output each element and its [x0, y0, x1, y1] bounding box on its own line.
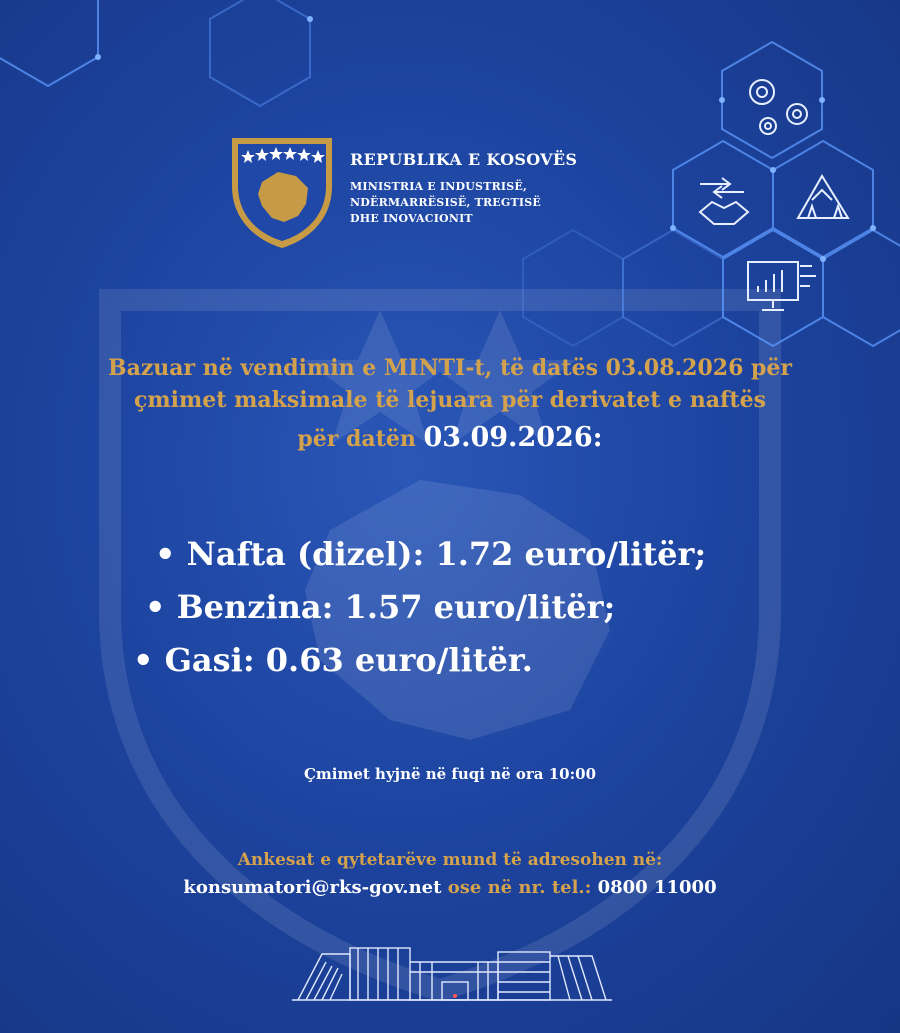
republic-title: REPUBLIKA E KOSOVËS: [350, 150, 578, 169]
complaints-phone[interactable]: 0800 11000: [597, 877, 717, 898]
ministry-line-1: MINISTRIA E INDUSTRISË,: [350, 180, 528, 193]
complaints-contact-line: [0, 874, 900, 902]
date-prefix: për datën: [297, 426, 416, 452]
kosovo-emblem: [228, 134, 336, 252]
price-item-gas: • Gasi: 0.63 euro/litër.: [133, 641, 533, 679]
intro-date-line: [0, 422, 900, 455]
decision-intro: [0, 352, 900, 455]
ministry-line-3: DHE INOVACIONIT: [350, 212, 473, 225]
intro-line-2: çmimet maksimale të lejuara për derivatet e naftës: [134, 387, 766, 413]
date-value: 03.09.2026:: [423, 422, 603, 453]
gears-icon: [750, 80, 807, 134]
complaints-connector: ose në nr. tel.:: [441, 877, 598, 898]
mountain-trees-icon: [798, 176, 848, 218]
intro-line-1: Bazuar në vendimin e MINTI-t, të datës 03.08.2026 për: [107, 355, 793, 381]
ministry-line-2: NDËRMARRËSISË, TREGTISË: [350, 196, 541, 209]
complaints-title: Ankesat e qytetarëve mund të adresohen në:: [237, 850, 663, 870]
ministry-header: [350, 150, 577, 227]
ministry-building-icon: [292, 938, 612, 1008]
complaints-section: [0, 846, 900, 902]
price-item-diesel: • Nafta (dizel): 1.72 euro/litër;: [155, 535, 707, 573]
handshake-icon: [700, 178, 748, 224]
ministry-name: [350, 179, 577, 227]
analytics-monitor-icon: [748, 262, 816, 310]
complaints-email-link[interactable]: konsumatori@rks-gov.net: [183, 877, 442, 898]
price-item-benzine: • Benzina: 1.57 euro/litër;: [145, 588, 616, 626]
effective-time-note: Çmimet hyjnë në fuqi në ora 10:00: [303, 765, 597, 783]
